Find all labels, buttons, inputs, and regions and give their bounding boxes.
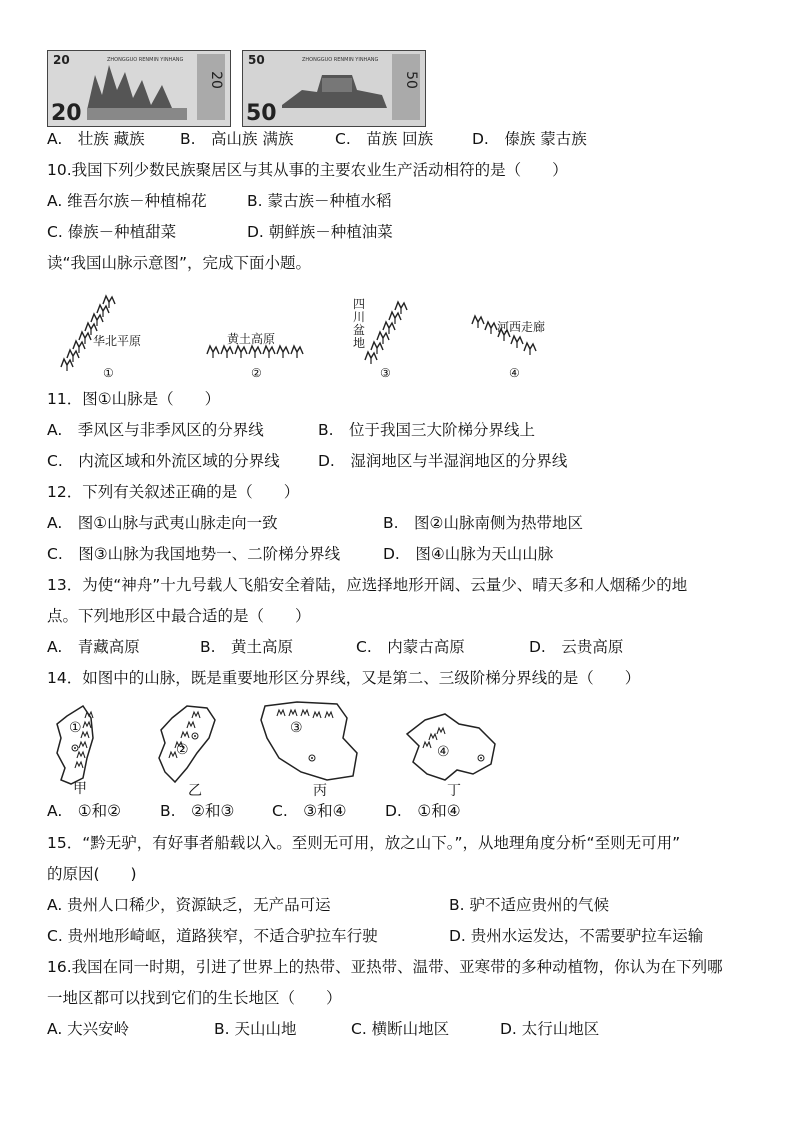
province-maps-figure	[47, 698, 507, 799]
q11-option-a: A. 季风区与非季风区的分界线	[47, 421, 264, 439]
svg-text:20: 20	[51, 101, 82, 126]
svg-text:50: 50	[246, 101, 277, 126]
banknote-50-image	[242, 50, 426, 127]
q12-option-c: C. 图③山脉为我国地势一、二阶梯分界线	[47, 545, 341, 563]
q10-option-a: A. 维吾尔族－种植棉花	[47, 192, 207, 210]
q9-option-c: C. 苗族 回族	[335, 130, 434, 148]
q14-option-c: C. ③和④	[272, 802, 347, 820]
caption-4: ④	[509, 366, 520, 380]
svg-text:20: 20	[53, 53, 70, 67]
q12-option-a: A. 图①山脉与武夷山脉走向一致	[47, 514, 278, 532]
q15-option-d: D. 贵州水运发达，不需要驴拉车运输	[449, 927, 704, 945]
map-caption-ding: 丁	[447, 783, 461, 799]
map-caption-bing: 丙	[313, 783, 327, 799]
svg-text:ZHONGGUO RENMIN YINHANG: ZHONGGUO RENMIN YINHANG	[302, 57, 379, 63]
caption-1: ①	[103, 366, 114, 380]
caption-2: ②	[251, 366, 262, 380]
svg-text:20: 20	[208, 71, 224, 89]
q11-stem: 11．图①山脉是（ ）	[47, 390, 221, 408]
q16-option-d: D. 太行山地区	[500, 1020, 600, 1038]
q12-option-b: B. 图②山脉南侧为热带地区	[383, 514, 583, 532]
q15-option-a: A. 贵州人口稀少，资源缺乏，无产品可运	[47, 896, 331, 914]
q11-option-d: D. 湿润地区与半湿润地区的分界线	[318, 452, 568, 470]
q13-stem-line2: 点。下列地形区中最合适的是（ ）	[47, 607, 311, 625]
q14-option-b: B. ②和③	[160, 802, 235, 820]
map-caption-jia: 甲	[73, 781, 87, 797]
q15-stem-line1: 15．“黔无驴，有好事者船载以入。至则无可用，放之山下。”，从地理角度分析“至则无可用”	[47, 834, 681, 852]
q16-option-c: C. 横断山地区	[351, 1020, 450, 1038]
q11-option-b: B. 位于我国三大阶梯分界线上	[318, 421, 536, 439]
q9-option-d: D. 傣族 蒙古族	[472, 130, 587, 148]
q16-option-a: A. 大兴安岭	[47, 1020, 130, 1038]
q15-option-c: C. 贵州地形崎岖，道路狭窄，不适合驴拉车行驶	[47, 927, 378, 945]
q13-option-b: B. 黄土高原	[200, 638, 294, 656]
svg-text:50: 50	[403, 71, 419, 89]
map-number-3: ③	[290, 720, 303, 736]
caption-3: ③	[380, 366, 391, 380]
q13-stem-line1: 13．为使“神舟”十九号载人飞船安全着陆，应选择地形开阔、云量少、晴天多和人烟稀少的地	[47, 576, 688, 594]
q16-stem-line2: 一地区都可以找到它们的生长地区（ ）	[47, 989, 342, 1007]
q15-stem-line2: 的原因( )	[47, 865, 137, 883]
q14-option-a: A. ①和②	[47, 802, 122, 820]
q16-stem-line1: 16.我国在同一时期，引进了世界上的热带、亚热带、温带、亚寒带的多种动植物，你认为在下列哪	[47, 958, 723, 976]
q10-option-d: D. 朝鲜族－种植油菜	[247, 223, 393, 241]
q11-option-c: C. 内流区域和外流区域的分界线	[47, 452, 280, 470]
q16-option-b: B. 天山山地	[214, 1020, 297, 1038]
label-hexi-corridor: 河西走廊	[497, 320, 546, 334]
q14-option-d: D. ①和④	[385, 802, 461, 820]
q9-option-b: B. 高山族 满族	[180, 130, 294, 148]
label-sichuan-basin: 四川盆地	[353, 297, 366, 350]
svg-text:ZHONGGUO RENMIN YINHANG: ZHONGGUO RENMIN YINHANG	[107, 57, 184, 63]
mountain-range-figure	[47, 288, 567, 383]
q13-option-d: D. 云贵高原	[529, 638, 624, 656]
label-huabei-plain: 华北平原	[93, 334, 142, 348]
q10-stem: 10.我国下列少数民族聚居区与其从事的主要农业生产活动相符的是（ ）	[47, 161, 568, 179]
banknote-20-image	[47, 50, 231, 127]
q10-option-c: C. 傣族－种植甜菜	[47, 223, 177, 241]
q13-option-c: C. 内蒙古高原	[356, 638, 465, 656]
q14-stem: 14．如图中的山脉，既是重要地形区分界线，又是第二、三级阶梯分界线的是（ ）	[47, 669, 641, 687]
svg-text:50: 50	[248, 53, 265, 67]
q9-option-a: A. 壮族 藏族	[47, 130, 145, 148]
map-caption-yi: 乙	[188, 783, 202, 799]
map-number-4: ④	[437, 744, 450, 760]
q10-option-b: B. 蒙古族－种植水稻	[247, 192, 392, 210]
q12-stem: 12．下列有关叙述正确的是（ ）	[47, 483, 300, 501]
label-huangtu-plateau: 黄土高原	[227, 332, 276, 346]
q15-option-b: B. 驴不适应贵州的气候	[449, 896, 609, 914]
intro-text: 读“我国山脉示意图”，完成下面小题。	[47, 254, 312, 272]
map-number-1: ①	[69, 720, 82, 736]
q12-option-d: D. 图④山脉为天山山脉	[383, 545, 554, 563]
map-number-2: ②	[176, 742, 189, 758]
q13-option-a: A. 青藏高原	[47, 638, 140, 656]
